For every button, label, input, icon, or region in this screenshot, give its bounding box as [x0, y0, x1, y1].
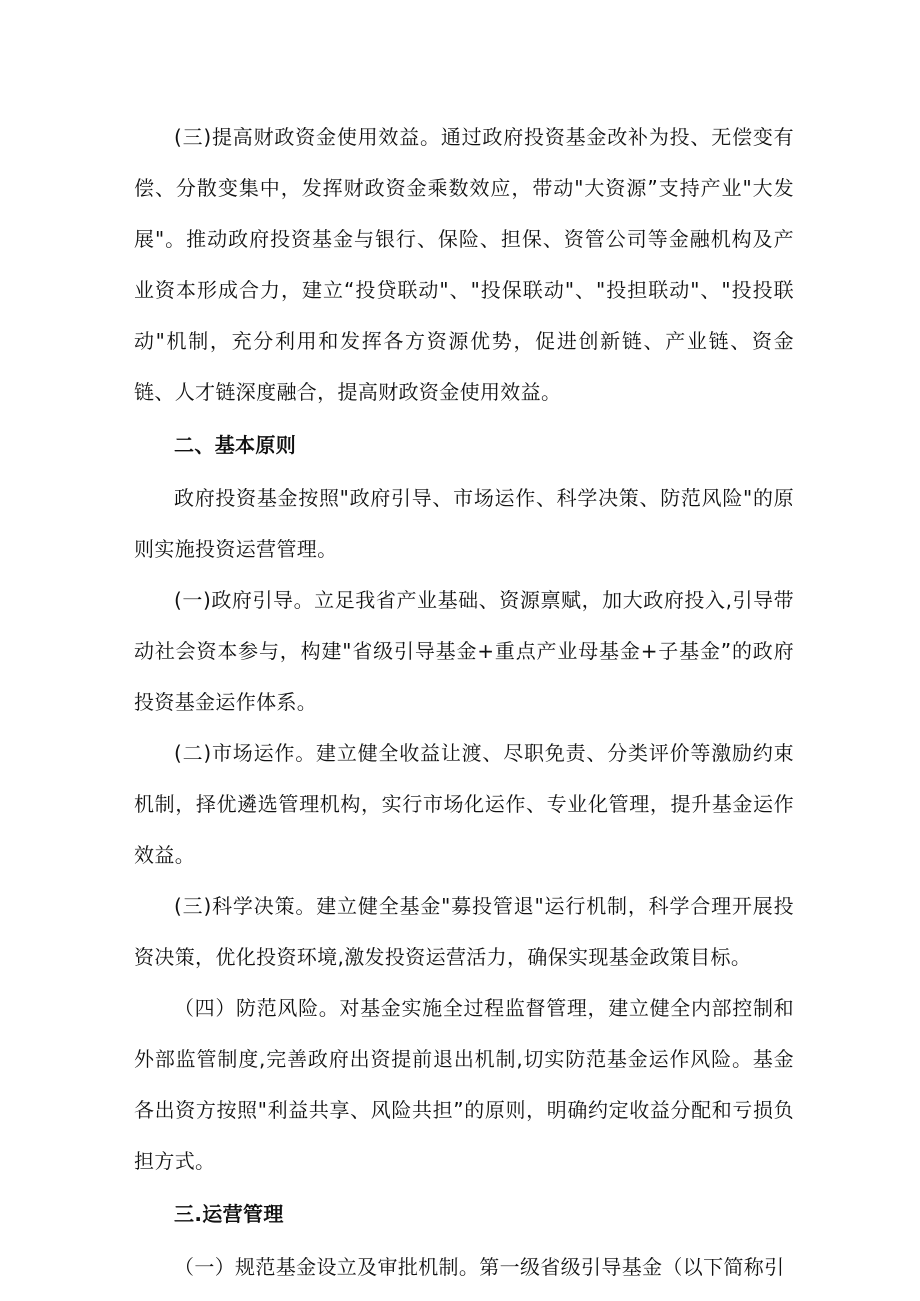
section-heading-basic-principles: 二、基本原则 — [174, 433, 297, 457]
paragraph-fund-establishment: （一）规范基金设立及审批机制。第一级省级引导基金（以下简称引 — [174, 1255, 785, 1279]
paragraph-government-guidance: (一)政府引导。立足我省产业基础、资源禀赋，加大政府投入,引导带动社会资本参与，构建"省级引导基金+重点产业母基金+子基金”的政府投资基金运作体系。 — [134, 588, 794, 714]
paragraph-principles-intro: 政府投资基金按照"政府引导、市场运作、科学决策、防范风险"的原则实施投资运营管理。 — [134, 486, 794, 561]
paragraph-risk-prevention: （四）防范风险。对基金实施全过程监督管理，建立健全内部控制和外部监管制度,完善政府出资提前退出机制,切实防范基金运作风险。基金各出资方按照"利益共享、风险共担”的原则，明确约定收益分配和亏损负担方式。 — [134, 996, 794, 1173]
document-body — [134, 112, 794, 1293]
paragraph-market-operation: (二)市场运作。建立健全收益让渡、尽职免责、分类评价等激励约束机制，择优遴选管理机构，实行市场化运作、专业化管理，提升基金运作效益。 — [134, 741, 794, 867]
section-heading-operation-management: 三.运营管理 — [174, 1202, 284, 1226]
paragraph-scientific-decision: (三)科学决策。建立健全基金"募投管退"运行机制，科学合理开展投资决策，优化投资环境,激发投资运营活力，确保实现基金政策目标。 — [134, 894, 794, 969]
paragraph-financial-efficiency: (三)提高财政资金使用效益。通过政府投资基金改补为投、无偿变有偿、分散变集中，发挥财政资金乘数效应，带动"大资源”支持产业"大发展"。推动政府投资基金与银行、保险、担保、资管公司等金融机构及产业资本形成合力，建立“投贷联动"、"投保联动"、"投担联动"、"投投联动"机制，充分利用和发挥各方资源优势，促进创新链、产业链、资金链、人才链深度融合，提高财政资金使用效益。 — [134, 125, 794, 404]
